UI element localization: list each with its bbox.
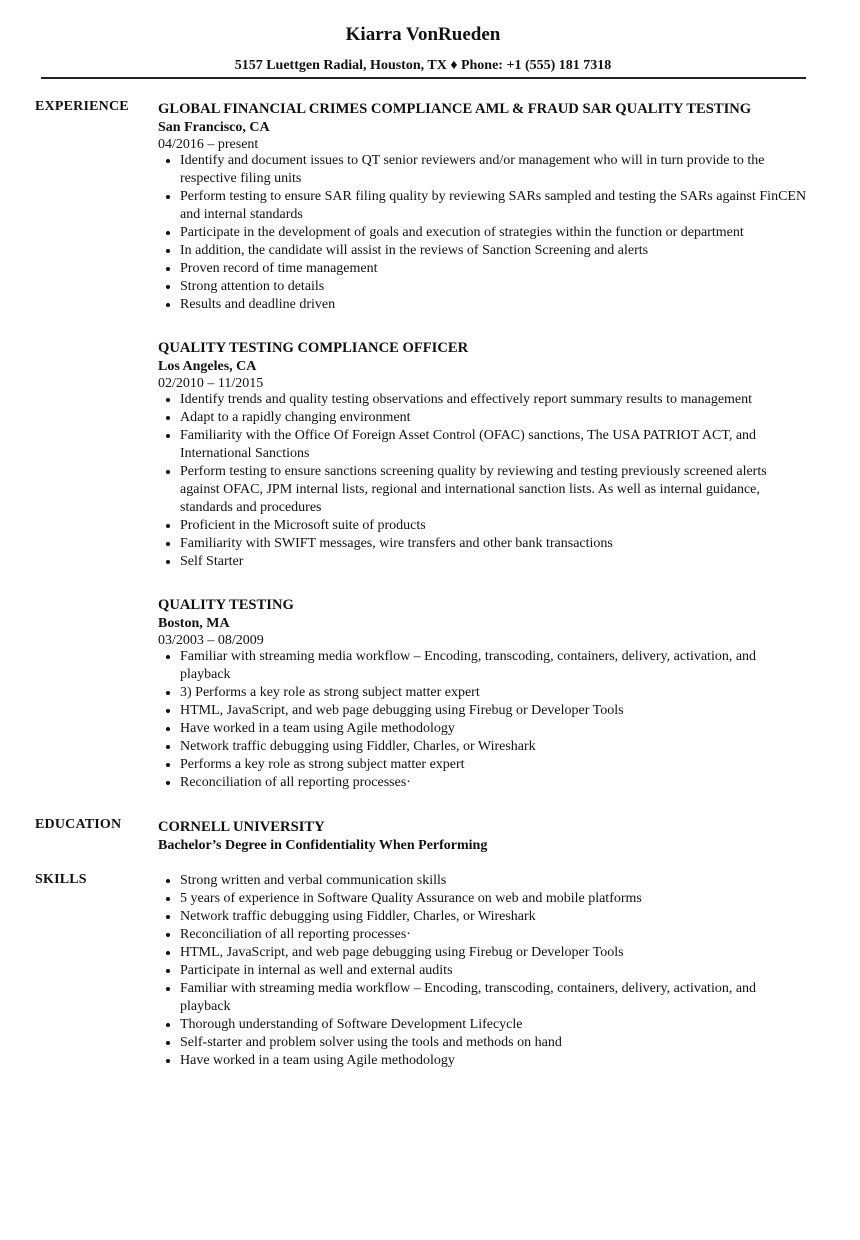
skill-item: • Have worked in a team using Agile methodology xyxy=(180,1052,808,1070)
job-title: QUALITY TESTING COMPLIANCE OFFICER xyxy=(158,340,469,356)
job-bullet: • Reconciliation of all reporting processes· xyxy=(180,774,808,792)
job-bullets xyxy=(158,648,808,792)
job-location: Los Angeles, CA xyxy=(158,359,257,374)
job-bullet: • Have worked in a team using Agile methodology xyxy=(180,720,808,738)
job-location: San Francisco, CA xyxy=(158,120,270,135)
job-bullet: • Network traffic debugging using Fiddler, Charles, or Wireshark xyxy=(180,738,808,756)
skills-list xyxy=(158,872,808,1070)
job-bullet: • Strong attention to details xyxy=(180,278,808,296)
job-entry xyxy=(158,338,808,571)
job-dates: 03/2003 – 08/2009 xyxy=(158,633,264,648)
header-divider xyxy=(41,77,806,79)
job-bullet: • Perform testing to ensure sanctions screening quality by reviewing and testing previously screened alerts against OFAC, JPM internal lists, regional and international sanction lists. As well as internal guidance, standards and procedures xyxy=(180,463,808,517)
skill-item: • Thorough understanding of Software Development Lifecycle xyxy=(180,1016,808,1034)
experience-jobs xyxy=(158,99,808,816)
job-bullet: • Proven record of time management xyxy=(180,260,808,278)
experience-heading: EXPERIENCE xyxy=(35,99,129,114)
job-dates: 02/2010 – 11/2015 xyxy=(158,376,264,391)
job-bullet: • Identify trends and quality testing observations and effectively report summary results to management xyxy=(180,391,808,409)
job-entry xyxy=(158,595,808,792)
job-bullet: • HTML, JavaScript, and web page debugging using Firebug or Developer Tools xyxy=(180,702,808,720)
job-bullet: • Results and deadline driven xyxy=(180,296,808,314)
job-bullet: • Performs a key role as strong subject matter expert xyxy=(180,756,808,774)
skills-body xyxy=(158,872,808,1070)
job-bullet: • Proficient in the Microsoft suite of products xyxy=(180,517,808,535)
job-dates: 04/2016 – present xyxy=(158,137,259,152)
skill-item: • Participate in internal as well and external audits xyxy=(180,962,808,980)
skill-item: • Strong written and verbal communication skills xyxy=(180,872,808,890)
skills-heading: SKILLS xyxy=(35,872,87,887)
job-bullet: • Perform testing to ensure SAR filing quality by reviewing SARs sampled and testing the SARs against FinCEN and internal standards xyxy=(180,188,808,224)
job-entry xyxy=(158,99,808,314)
skill-item: • Reconciliation of all reporting processes· xyxy=(180,926,808,944)
job-bullet: • Familiarity with the Office Of Foreign Asset Control (OFAC) sanctions, The USA PATRIOT ACT, and International Sanctions xyxy=(180,427,808,463)
job-bullets xyxy=(158,391,808,571)
candidate-name: Kiarra VonRueden xyxy=(345,24,501,45)
job-title: GLOBAL FINANCIAL CRIMES COMPLIANCE AML & FRAUD SAR QUALITY TESTING xyxy=(158,101,752,117)
skill-item: • Familiar with streaming media workflow – Encoding, transcoding, containers, delivery, activation, and playback xyxy=(180,980,808,1016)
job-bullet: • 3) Performs a key role as strong subject matter expert xyxy=(180,684,808,702)
job-bullet: • Participate in the development of goals and execution of strategies within the function or department xyxy=(180,224,808,242)
education-body xyxy=(158,817,808,855)
degree-name: Bachelor’s Degree in Confidentiality When Performing xyxy=(158,838,488,853)
contact-line: 5157 Luettgen Radial, Houston, TX ♦ Phone: +1 (555) 181 7318 xyxy=(234,58,612,73)
job-bullet: • Familiarity with SWIFT messages, wire transfers and other bank transactions xyxy=(180,535,808,553)
job-bullet: • Identify and document issues to QT senior reviewers and/or management who will in turn provide to the respective filing units xyxy=(180,152,808,188)
job-bullet: • Adapt to a rapidly changing environment xyxy=(180,409,808,427)
job-bullet: • Self Starter xyxy=(180,553,808,571)
job-bullet: • Familiar with streaming media workflow – Encoding, transcoding, containers, delivery, activation, and playback xyxy=(180,648,808,684)
education-heading: EDUCATION xyxy=(35,817,122,832)
skill-item: • 5 years of experience in Software Quality Assurance on web and mobile platforms xyxy=(180,890,808,908)
job-title: QUALITY TESTING xyxy=(158,597,294,613)
job-bullets xyxy=(158,152,808,314)
job-location: Boston, MA xyxy=(158,616,230,631)
school-name: CORNELL UNIVERSITY xyxy=(158,819,325,835)
skill-item: • HTML, JavaScript, and web page debugging using Firebug or Developer Tools xyxy=(180,944,808,962)
skill-item: • Self-starter and problem solver using the tools and methods on hand xyxy=(180,1034,808,1052)
job-bullet: • In addition, the candidate will assist in the reviews of Sanction Screening and alerts xyxy=(180,242,808,260)
skill-item: • Network traffic debugging using Fiddler, Charles, or Wireshark xyxy=(180,908,808,926)
